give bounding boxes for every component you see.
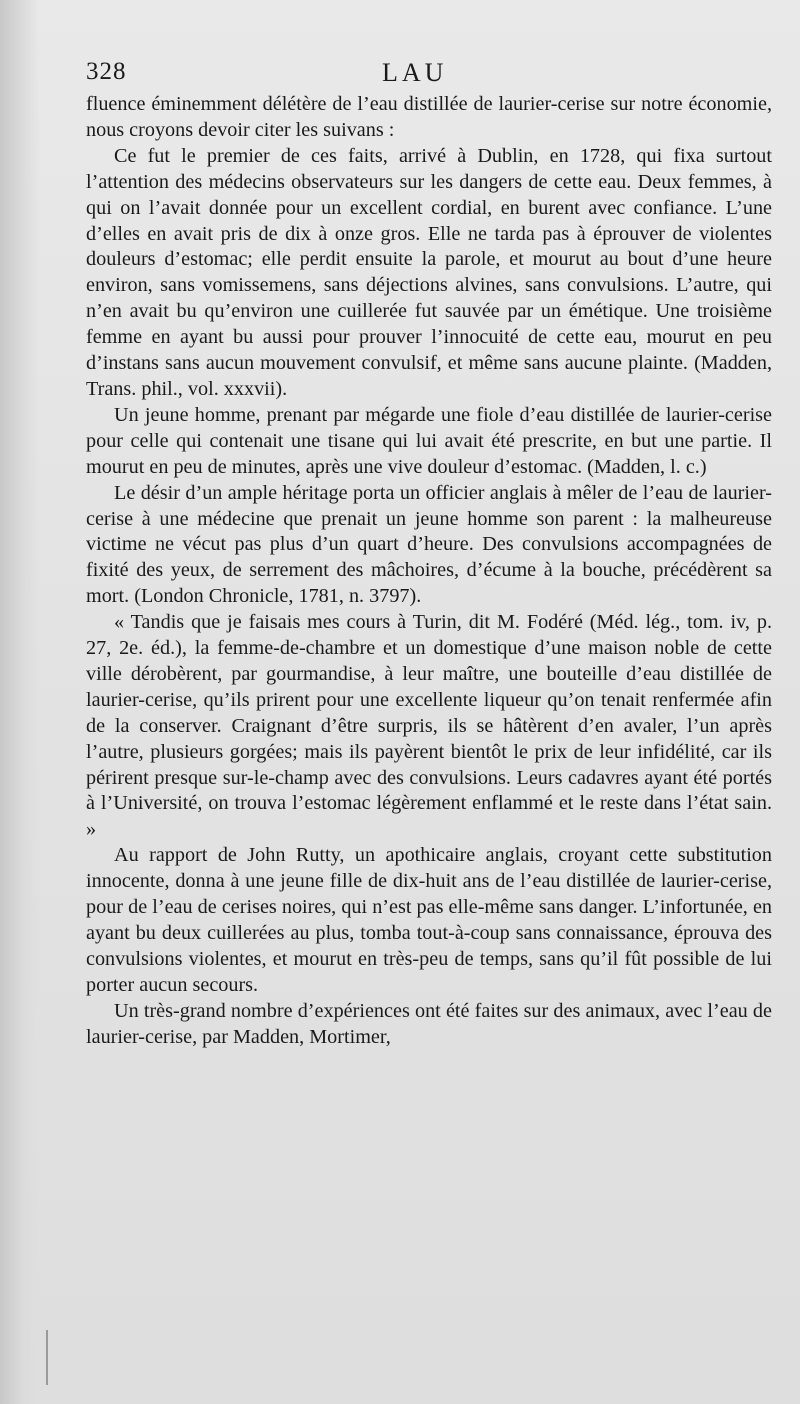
- page-number: 328: [86, 58, 127, 85]
- paragraph-continuation: fluence éminemment délétère de l’eau distillée de laurier-cerise sur notre économie, nous croyons devoir citer les suivans :: [86, 93, 772, 141]
- paragraph-fodere-quote: « Tandis que je faisais mes cours à Turin, dit M. Fodéré (Méd. lég., tom. iv, p. 27, 2e. éd.), la femme-de-chambre et un domestique d’une maison noble de cette ville dérobèrent, par gourmandise, à leur maître, une bouteille d’eau distillée de laurier-cerise, qu’ils prirent pour une excellente liqueur qu’on tenait renfermée afin de la conserver. Craignant d’être surpris, ils se hâtèrent d’en avaler, l’un après l’autre, plusieurs gorgées; mais ils payèrent bientôt le prix de leur infidélité, car ils périrent presque sur-le-champ avec des convulsions. Leurs cadavres ayant été portés à l’Université, on trouva l’estomac légèrement enflammé et le reste dans l’état sain. »: [86, 611, 772, 841]
- paragraph-animal-experiments: Un très-grand nombre d’expériences ont été faites sur des animaux, avec l’eau de laurier-cerise, par Madden, Mortimer,: [86, 999, 772, 1048]
- paragraph-dublin-case: Ce fut le premier de ces faits, arrivé à Dublin, en 1728, qui fixa surtout l’attention des médecins observateurs sur les dangers de cette eau. Deux femmes, à qui on l’avait donnée pour un excellent cordial, en burent avec confiance. L’une d’elles en avait pris de dix à onze gros. Elle ne tarda pas à éprouver de violentes douleurs d’estomac; elle perdit ensuite la parole, et mourut au bout d’une heure environ, sans vomissemens, sans déjections alvines, sans convulsions. L’autre, qui n’en avait bu qu’environ une cuillerée fut sauvée par un émétique. Une troisième femme en ayant bu aussi pour prouver l’innocuité de cette eau, mourut en peu d’instans sans aucun mouvement convulsif, et même sans aucune plainte. (Madden, Trans. phil., vol. xxxvii).: [86, 144, 772, 400]
- paragraph-young-man-case: Un jeune homme, prenant par mégarde une fiole d’eau distillée de laurier-cerise pour celle qui contenait une tisane qui lui avait été prescrite, en but une partie. Il mourut en peu de minutes, après une vive douleur d’estomac. (Madden, l. c.): [86, 403, 772, 478]
- page-gutter-shadow: [0, 0, 40, 1404]
- gutter-mark: [46, 1330, 48, 1385]
- running-head: LAU: [382, 58, 448, 87]
- paragraph-john-rutty-case: Au rapport de John Rutty, un apothicaire anglais, croyant cette substitution innocente, donna à une jeune fille de dix-huit ans de l’eau distillée de laurier-cerise, pour de l’eau de cerises noires, qui n’est pas elle-même sans danger. L’infortunée, en ayant bu deux cuillerées au plus, tomba tout-à-coup sans connaissance, éprouva des convulsions violentes, et mourut en très-peu de temps, sans qu’il fût possible de lui porter aucun secours.: [86, 844, 772, 996]
- page-header: [86, 58, 758, 94]
- body-text: [86, 92, 772, 1051]
- paragraph-english-officer-case: Le désir d’un ample héritage porta un officier anglais à mêler de l’eau de laurier-cerise à une médecine que prenait un jeune homme son parent : la malheureuse victime ne vécut pas plus d’un quart d’heure. Des convulsions accompagnées de fixité des yeux, de serrement des mâchoires, d’écume à la bouche, précédèrent sa mort. (London Chronicle, 1781, n. 3797).: [86, 481, 772, 608]
